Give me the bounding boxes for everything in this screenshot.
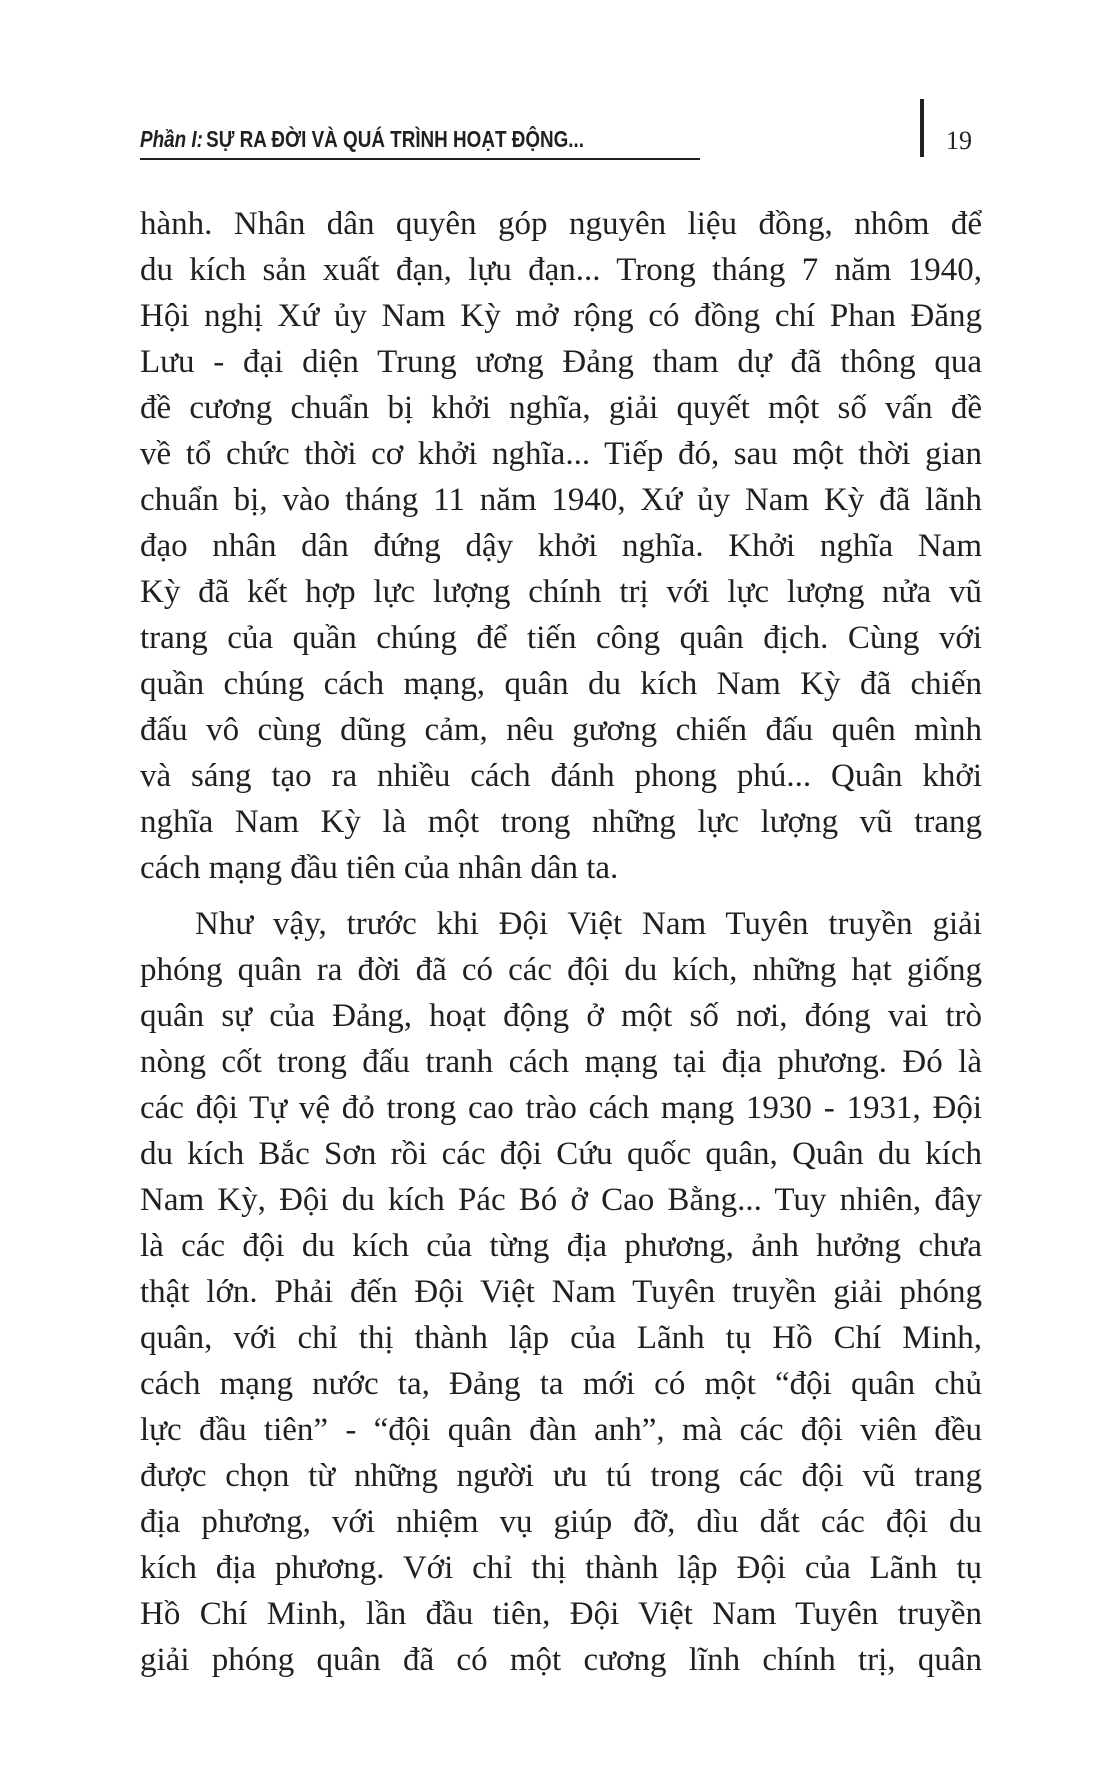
text-line: Nam Kỳ, Đội du kích Pác Bó ở Cao Bằng... Tuy nhiên, đây [140, 1182, 982, 1218]
text-line: hành. Nhân dân quyên góp nguyên liệu đồng, nhôm để [140, 206, 982, 242]
text-line: Hội nghị Xứ ủy Nam Kỳ mở rộng có đồng chí Phan Đăng [140, 298, 982, 334]
text-line: quân sự của Đảng, hoạt động ở một số nơi, đóng vai trò [140, 998, 982, 1034]
text-line: các đội Tự vệ đỏ trong cao trào cách mạng 1930 - 1931, Đội [140, 1090, 982, 1126]
text-line: thật lớn. Phải đến Đội Việt Nam Tuyên truyền giải phóng [140, 1274, 982, 1310]
page-number: 19 [946, 126, 972, 155]
text-line: quân, với chỉ thị thành lập của Lãnh tụ Hồ Chí Minh, [140, 1320, 982, 1356]
text-line: địa phương, với nhiệm vụ giúp đỡ, dìu dắt các đội du [140, 1504, 982, 1540]
text-line: giải phóng quân đã có một cương lĩnh chính trị, quân [140, 1642, 982, 1678]
part-label: Phần I: [140, 126, 203, 152]
text-line: Kỳ đã kết hợp lực lượng chính trị với lực lượng nửa vũ [140, 574, 982, 610]
running-header-title [140, 126, 584, 153]
text-line: du kích sản xuất đạn, lựu đạn... Trong tháng 7 năm 1940, [140, 252, 982, 288]
text-line: đạo nhân dân đứng dậy khởi nghĩa. Khởi nghĩa Nam [140, 528, 982, 564]
text-line: Lưu - đại diện Trung ương Đảng tham dự đã thông qua [140, 344, 982, 380]
paragraph-1 [140, 201, 982, 891]
text-line: nghĩa Nam Kỳ là một trong những lực lượng vũ trang [140, 804, 982, 840]
text-line: là các đội du kích của từng địa phương, ảnh hưởng chưa [140, 1228, 982, 1264]
running-header [140, 118, 700, 160]
text-line: phóng quân ra đời đã có các đội du kích, những hạt giống [140, 952, 982, 988]
text-line: cách mạng nước ta, Đảng ta mới có một “đội quân chủ [140, 1366, 982, 1402]
text-line: về tổ chức thời cơ khởi nghĩa... Tiếp đó, sau một thời gian [140, 436, 982, 472]
text-line: kích địa phương. Với chỉ thị thành lập Đội của Lãnh tụ [140, 1550, 982, 1586]
text-line: đấu vô cùng dũng cảm, nêu gương chiến đấu quên mình [140, 712, 982, 748]
text-line: nòng cốt trong đấu tranh cách mạng tại địa phương. Đó là [140, 1044, 982, 1080]
text-line: Hồ Chí Minh, lần đầu tiên, Đội Việt Nam Tuyên truyền [140, 1596, 982, 1632]
text-line: lực đầu tiên” - “đội quân đàn anh”, mà các đội viên đều [140, 1412, 982, 1448]
text-line: trang của quần chúng để tiến công quân địch. Cùng với [140, 620, 982, 656]
text-line: được chọn từ những người ưu tú trong các đội vũ trang [140, 1458, 982, 1494]
text-line: quần chúng cách mạng, quân du kích Nam Kỳ đã chiến [140, 666, 982, 702]
text-line: du kích Bắc Sơn rồi các đội Cứu quốc quân, Quân du kích [140, 1136, 982, 1172]
paragraph-2 [140, 901, 982, 1683]
header-vertical-rule [920, 99, 924, 157]
text-line: chuẩn bị, vào tháng 11 năm 1940, Xứ ủy Nam Kỳ đã lãnh [140, 482, 982, 518]
text-line: Như vậy, trước khi Đội Việt Nam Tuyên truyền giải [195, 906, 982, 942]
paragraph-gap [140, 891, 982, 901]
body-text [140, 201, 982, 1683]
text-line: đề cương chuẩn bị khởi nghĩa, giải quyết một số vấn đề [140, 390, 982, 426]
part-name: SỰ RA ĐỜI VÀ QUÁ TRÌNH HOẠT ĐỘNG... [206, 126, 585, 152]
text-line: và sáng tạo ra nhiều cách đánh phong phú... Quân khởi [140, 758, 982, 794]
text-line: cách mạng đầu tiên của nhân dân ta. [140, 850, 619, 886]
